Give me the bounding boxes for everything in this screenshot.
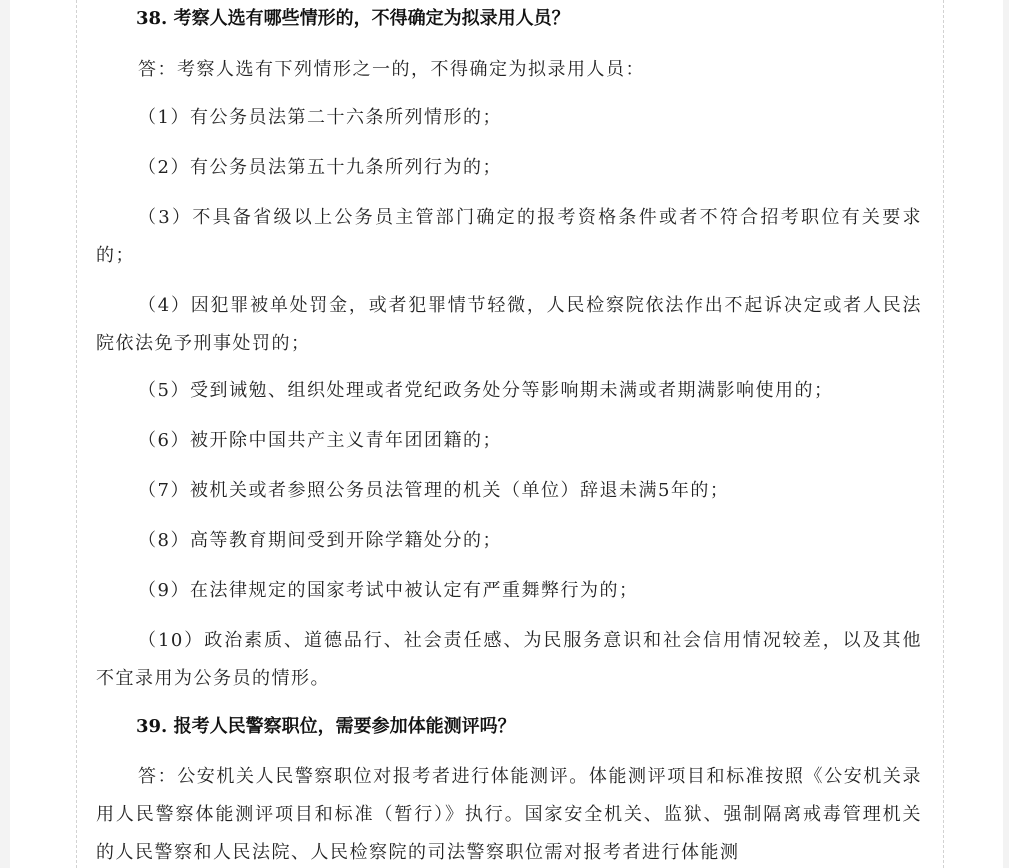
question-38-item-10: （10）政治素质、道德品行、社会责任感、为民服务意识和社会信用情况较差，以及其他不宜录用为公务员的情形。 — [96, 630, 922, 689]
question-38-item-7: （7）被机关或者参照公务员法管理的机关（单位）辞退未满5年的； — [138, 480, 730, 501]
question-38-item-9: （9）在法律规定的国家考试中被认定有严重舞弊行为的； — [138, 580, 639, 601]
question-38-item-3: （3）不具备省级以上公务员主管部门确定的报考资格条件或者不符合招考职位有关要求的； — [96, 207, 922, 266]
question-38-item-4: （4）因犯罪被单处罚金，或者犯罪情节轻微，人民检察院依法作出不起诉决定或者人民法院依法免予刑事处罚的； — [96, 295, 922, 354]
question-38-heading: 38. 考察人选有哪些情形的，不得确定为拟录用人员？ — [136, 8, 570, 29]
question-38-item-2: （2）有公务员法第五十九条所列行为的； — [138, 157, 502, 178]
question-39-answer: 答：公安机关人民警察职位对报考者进行体能测评。体能测评项目和标准按照《公安机关录用人民警察体能测评项目和标准（暂行）》执行。国家安全机关、监狱、强制隔离戒毒管理机关的人民警察和人民法院、人民检察院的司法警察职位需对报考者进行体能测 — [96, 766, 922, 863]
question-38-item-1: （1）有公务员法第二十六条所列情形的； — [138, 107, 502, 128]
document-page — [10, 0, 1003, 868]
margin-guide-left — [76, 0, 77, 868]
question-38-item-6: （6）被开除中国共产主义青年团团籍的； — [138, 430, 502, 451]
question-38-item-8: （8）高等教育期间受到开除学籍处分的； — [138, 530, 502, 551]
question-38-answer-intro: 答：考察人选有下列情形之一的，不得确定为拟录用人员： — [138, 59, 645, 80]
question-38-item-5: （5）受到诫勉、组织处理或者党纪政务处分等影响期未满或者期满影响使用的； — [138, 380, 834, 401]
margin-guide-right — [943, 0, 944, 868]
question-39-heading: 39. 报考人民警察职位，需要参加体能测评吗？ — [136, 716, 516, 737]
